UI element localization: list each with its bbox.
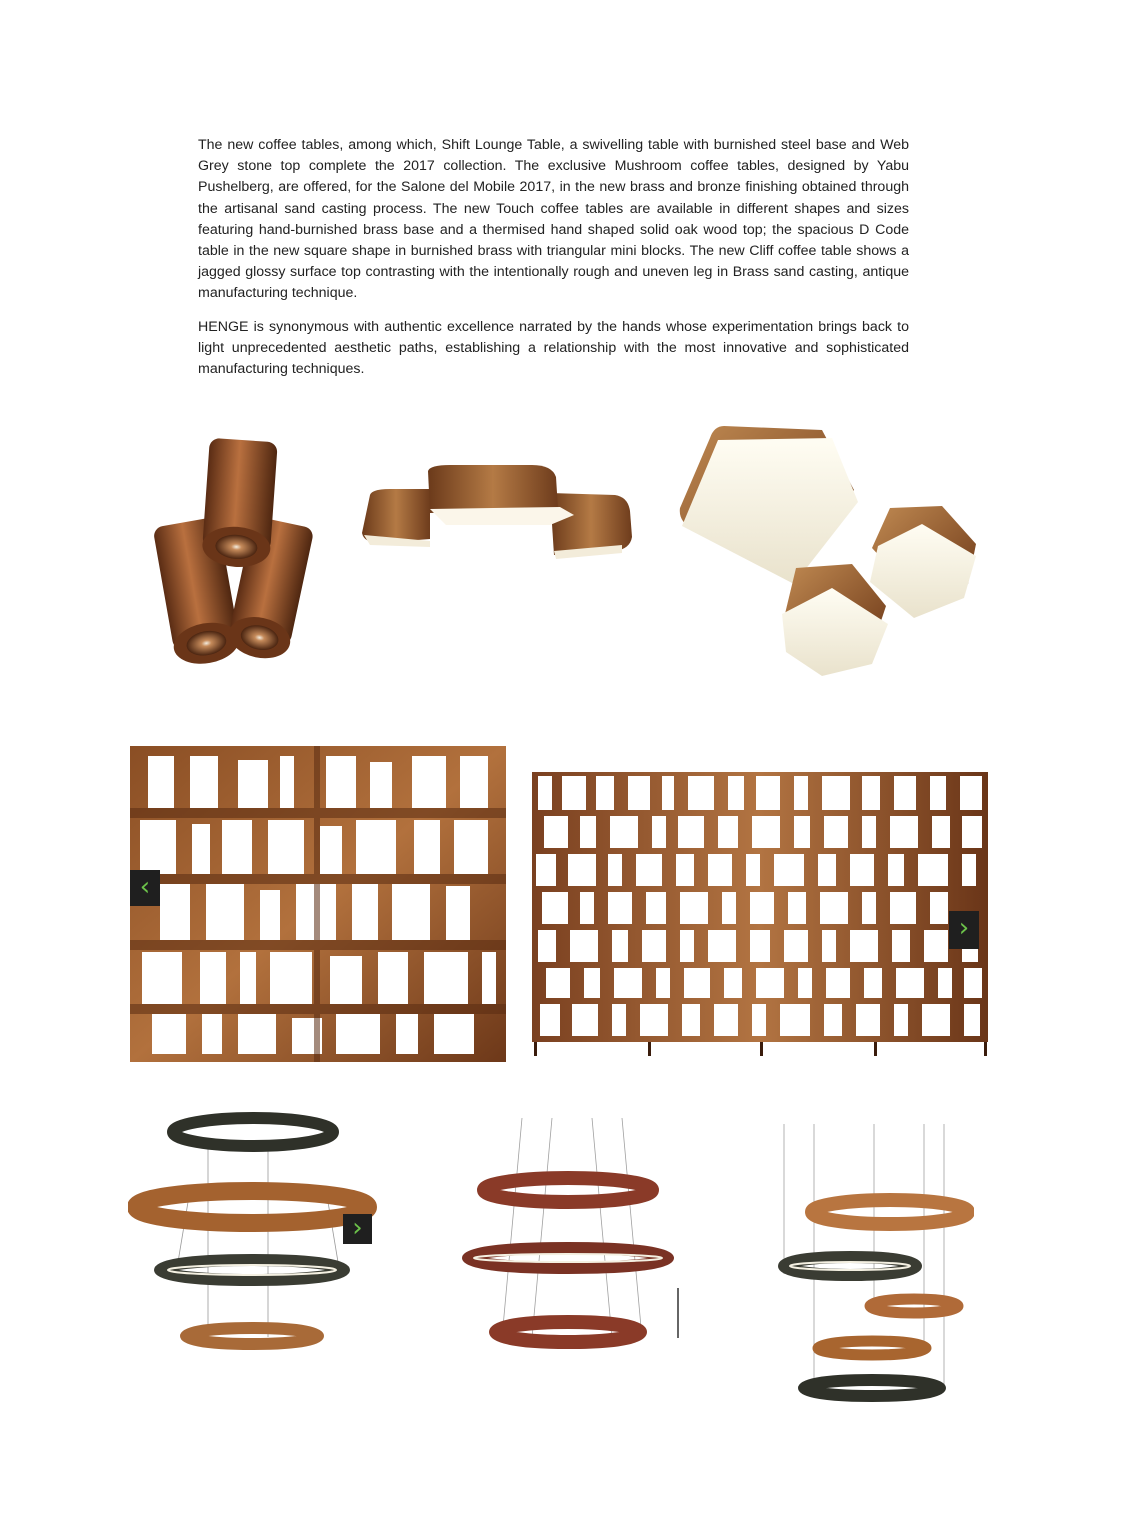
ring-chandelier-image-1	[128, 1112, 378, 1352]
bookcase-image-right	[532, 772, 988, 1056]
pentagon-ceiling-lamp-image	[672, 418, 990, 680]
carousel-next-button[interactable]	[949, 911, 979, 949]
carousel-prev-button[interactable]	[130, 870, 160, 906]
cylinder-pendant-image	[150, 435, 320, 665]
ring-chandelier-image-2	[462, 1118, 682, 1350]
ring-chandelier-image-3	[774, 1124, 974, 1406]
square-ceiling-lamp-image	[360, 463, 635, 563]
bookcase-image-left	[130, 746, 506, 1062]
chevron-right-icon: ›	[958, 913, 970, 943]
body-paragraph-2: HENGE is synonymous with authentic excellence narrated by the hands whose experimentation brings back to light unprecedented aesthetic paths, establishing a relationship with the most innovative and sophisticated manufacturing techniques.	[198, 319, 909, 378]
carousel-next-button-2[interactable]	[343, 1214, 372, 1244]
body-paragraph-1: The new coffee tables, among which, Shift Lounge Table, a swivelling table with burnished steel base and Web Grey stone top complete the 2017 collection. The exclusive Mushroom coffee tables, designed by Yabu Pushelberg, are offered, for the Salone del Mobile 2017, in the new brass and bronze finishing obtained through the artisanal sand casting process. The new Touch coffee tables are available in different shapes and sizes featuring hand-burnished brass base and a thermised hand shaped solid oak wood top; the spacious D Code table in the new square shape in burnished brass with triangular mini blocks. The new Cliff coffee table shows a jagged glossy surface top contrasting with the intentionally rough and uneven leg in Brass sand casting, antique manufacturing technique.	[198, 137, 909, 302]
chevron-right-icon: ›	[352, 1213, 363, 1243]
chevron-left-icon: ‹	[139, 872, 151, 902]
